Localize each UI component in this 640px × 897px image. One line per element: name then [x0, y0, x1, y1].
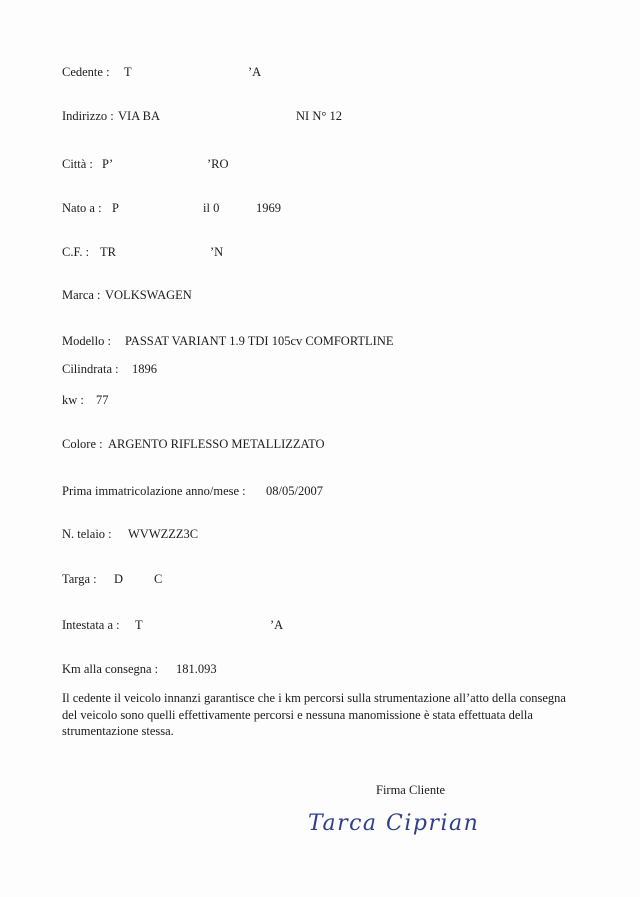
cf-value-end: ’N [210, 245, 224, 259]
telaio-value: WVWZZZ3C [128, 527, 199, 541]
citta-label: Città : [62, 157, 93, 171]
indirizzo-value-end: NI N° 12 [296, 109, 342, 123]
kw-value: 77 [96, 393, 109, 407]
warranty-paragraph: Il cedente il veicolo innanzi garantisce che i km percorsi sulla strumentazione all’atto della consegna del veicolo sono quelli effettivamente percorsi e nessuna manomissione è stata effettuata della strumentazione stessa. [62, 691, 566, 738]
km-value: 181.093 [176, 662, 217, 676]
km-label: Km alla consegna : [62, 662, 159, 676]
intestata-value-end: ’A [270, 618, 284, 632]
firma-cliente-label: Firma Cliente [376, 783, 446, 797]
indirizzo-label: Indirizzo : [62, 109, 114, 123]
cedente-value-start: T [124, 65, 132, 79]
nato-year: 1969 [256, 201, 281, 215]
targa-label: Targa : [62, 572, 97, 586]
client-signature [300, 800, 500, 842]
intestata-label: Intestata a : [62, 618, 120, 632]
cilindrata-label: Cilindrata : [62, 362, 119, 376]
citta-value-start: P’ [102, 157, 114, 171]
targa-value-end: C [154, 572, 163, 586]
immatricolazione-label: Prima immatricolazione anno/mese : [62, 484, 246, 498]
indirizzo-value-start: VIA BA [118, 109, 161, 123]
colore-value: ARGENTO RIFLESSO METALLIZZATO [108, 437, 325, 451]
colore-label: Colore : [62, 437, 103, 451]
nato-date-start: il 0 [203, 201, 220, 215]
marca-value: VOLKSWAGEN [105, 288, 192, 302]
telaio-label: N. telaio : [62, 527, 112, 541]
marca-label: Marca : [62, 288, 101, 302]
signature-text: Tarca Ciprian [308, 811, 480, 836]
modello-label: Modello : [62, 334, 111, 348]
intestata-value-start: T [135, 618, 143, 632]
nato-place: P [112, 201, 119, 215]
cedente-label: Cedente : [62, 65, 110, 79]
modello-value: PASSAT VARIANT 1.9 TDI 105cv COMFORTLINE [125, 334, 394, 348]
citta-value-end: ’RO [207, 157, 229, 171]
immatricolazione-value: 08/05/2007 [266, 484, 323, 498]
nato-label: Nato a : [62, 201, 102, 215]
kw-label: kw : [62, 393, 84, 407]
cf-label: C.F. : [62, 245, 90, 259]
cedente-value-end: ’A [248, 65, 262, 79]
targa-value-start: D [114, 572, 124, 586]
cf-value-start: TR [100, 245, 116, 259]
cilindrata-value: 1896 [132, 362, 157, 376]
